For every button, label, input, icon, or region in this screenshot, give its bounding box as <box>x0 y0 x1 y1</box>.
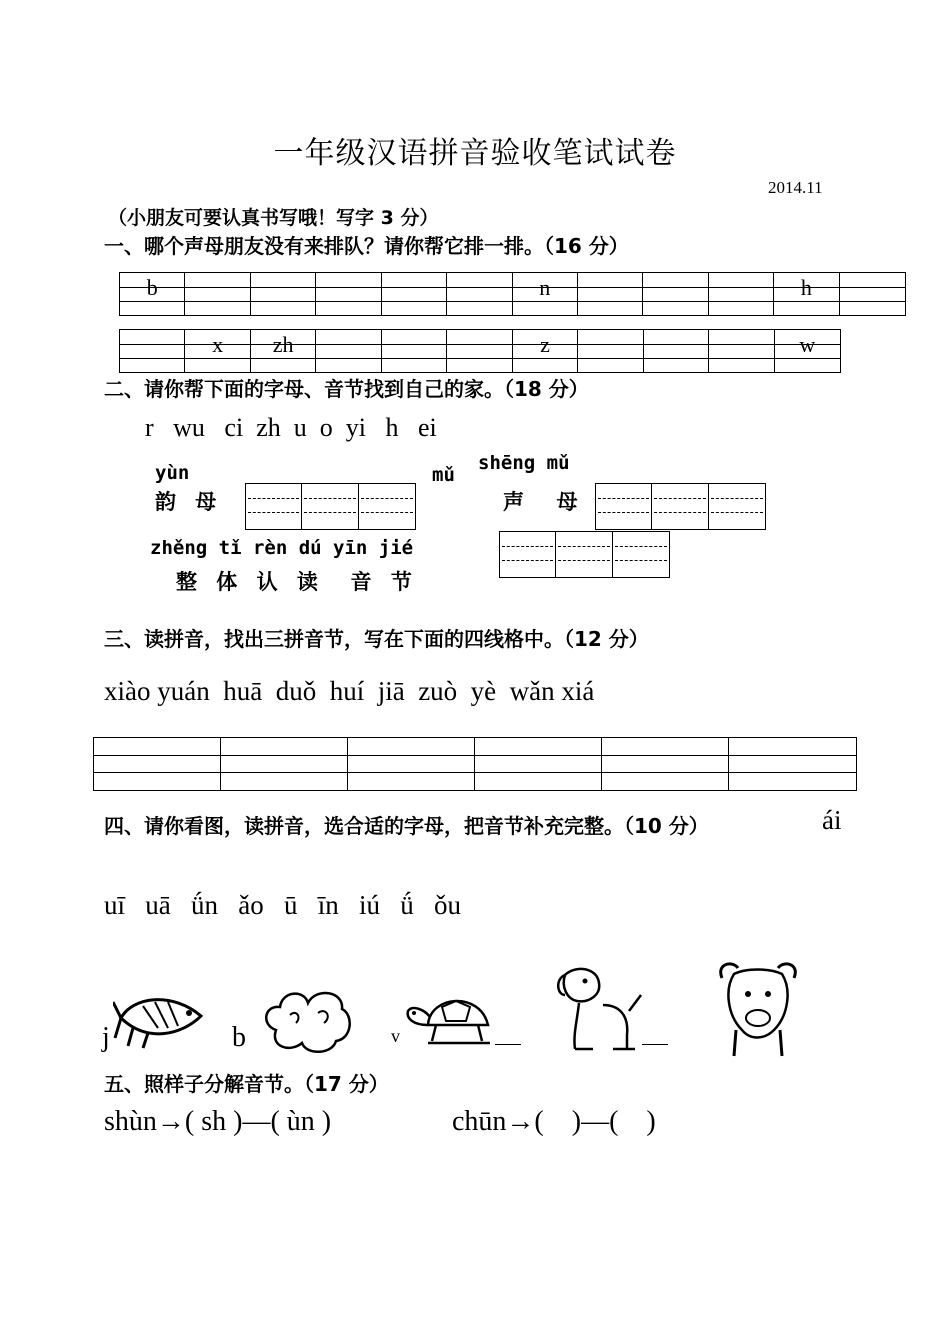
yunmu-pinyin: yùn <box>155 462 190 484</box>
letter-cell[interactable] <box>578 330 643 372</box>
letter-cell[interactable] <box>185 330 250 372</box>
letter-cell[interactable] <box>251 273 316 315</box>
answer-blank-dog[interactable] <box>642 1044 668 1045</box>
page-title: 一年级汉语拼音验收笔试试卷 <box>273 136 677 171</box>
section5-heading: 五、照样子分解音节。（17 分） <box>104 1072 389 1096</box>
letter-cell[interactable] <box>251 330 316 372</box>
yunmu-label: 韵 母 <box>155 490 223 514</box>
section2-heading: 二、请你帮下面的字母、音节找到自己的家。（18 分） <box>104 377 589 401</box>
section3-heading: 三、读拼音，找出三拼音节，写在下面的四线格中。（12 分） <box>104 627 649 651</box>
writing-grid <box>93 737 857 791</box>
letter-cell[interactable] <box>185 273 250 315</box>
cell-letter: zh <box>272 332 294 357</box>
letter-cell[interactable] <box>513 273 578 315</box>
exam-date: 2014.11 <box>768 178 823 197</box>
cell-letter: z <box>540 332 550 357</box>
cell-letter: b <box>146 275 158 300</box>
shengmu-grid <box>595 483 766 530</box>
letter-grid-row2 <box>119 329 841 373</box>
decompose-example: shùn→( sh )—( ùn ) <box>104 1106 332 1137</box>
letter-grid-row1 <box>119 272 906 316</box>
zhengti-label: 整 体 认 读 音 节 <box>176 570 418 594</box>
letter-cell[interactable] <box>447 273 512 315</box>
shengmu-label: 声 母 <box>503 490 584 514</box>
letter-cell[interactable] <box>709 273 774 315</box>
letter-pool: r wu ci zh u o yi h ei <box>145 413 437 442</box>
letter-cell[interactable] <box>775 330 840 372</box>
yunmu-grid <box>245 483 416 530</box>
answer-blank-turtle[interactable] <box>495 1044 521 1045</box>
letter-cell[interactable] <box>644 330 709 372</box>
section4-heading-tail: ái <box>822 805 842 835</box>
letter-cell[interactable] <box>840 273 905 315</box>
letter-cell[interactable] <box>447 330 512 372</box>
letter-cell[interactable] <box>382 273 447 315</box>
letter-cell[interactable] <box>643 273 708 315</box>
letter-cell[interactable] <box>513 330 578 372</box>
letter-cell[interactable] <box>709 330 774 372</box>
cell-letter: x <box>212 332 224 357</box>
fish-picture <box>113 988 208 1050</box>
letter-cell[interactable] <box>120 330 185 372</box>
decompose-task: chūn→( )—( ) <box>452 1106 656 1137</box>
letter-cell[interactable] <box>774 273 839 315</box>
syllable-list: xiào yuán huā duǒ huí jiā zuò yè wǎn xiá <box>104 676 595 706</box>
letter-cell[interactable] <box>578 273 643 315</box>
writing-note: （小朋友可要认真书写哦！写字 3 分） <box>108 207 439 229</box>
mu-pinyin: mǔ <box>432 464 455 486</box>
zhengti-pinyin: zhěng tǐ rèn dú yīn jié <box>150 537 414 559</box>
cell-letter: h <box>800 275 812 300</box>
prefix-turtle: v <box>391 1026 400 1046</box>
zhengti-grid <box>499 531 670 578</box>
section4-heading: 四、请你看图，读拼音，选合适的字母，把音节补充完整。（10 分） <box>104 814 709 838</box>
turtle-picture <box>400 985 492 1047</box>
cell-letter: n <box>539 275 551 300</box>
final-options: uī uā ǘn ǎo ū īn iú ǘ ǒu <box>104 890 461 920</box>
letter-cell[interactable] <box>120 273 185 315</box>
dog-picture <box>553 965 643 1055</box>
cloud-picture <box>256 985 356 1057</box>
prefix-cloud: b <box>232 1022 246 1053</box>
cell-letter: w <box>799 332 816 357</box>
letter-cell[interactable] <box>316 330 381 372</box>
letter-cell[interactable] <box>316 273 381 315</box>
ox-picture <box>712 960 804 1060</box>
prefix-fish: j <box>102 1022 110 1053</box>
letter-cell[interactable] <box>382 330 447 372</box>
section1-heading: 一、哪个声母朋友没有来排队？请你帮它排一排。（16 分） <box>104 234 629 258</box>
shengmu-pinyin: shēng mǔ <box>478 452 570 474</box>
